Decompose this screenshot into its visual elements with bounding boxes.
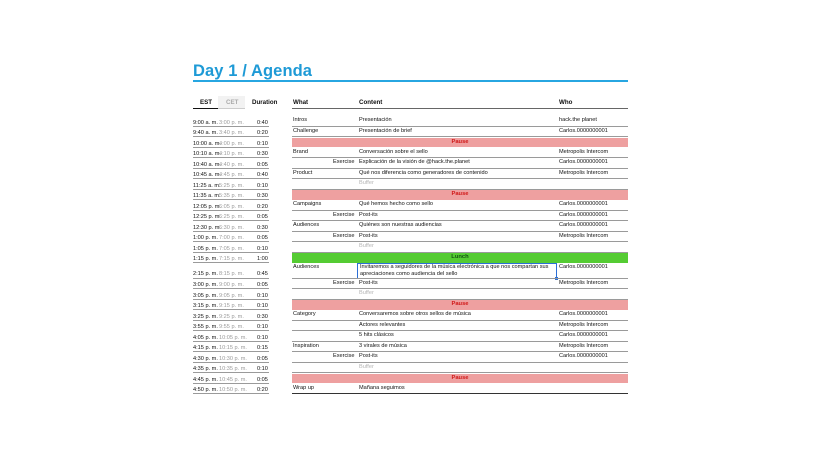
who-cell[interactable]: Metropolis Intercom [559, 169, 609, 176]
cet-time-cell[interactable]: 10:35 p. m. [219, 366, 247, 372]
cet-time-cell[interactable]: 7:15 p. m. [219, 256, 244, 262]
agenda-row [0, 242, 820, 253]
content-cell[interactable]: Post-its [359, 211, 378, 218]
agenda-row [0, 279, 820, 290]
cet-time-cell[interactable]: 7:05 p. m. [219, 245, 244, 252]
est-time-cell[interactable]: 10:00 a. m. [193, 140, 221, 147]
duration-cell[interactable]: 0:10 [257, 140, 268, 147]
duration-cell[interactable]: 0:10 [257, 292, 268, 299]
content-cell[interactable]: 3 virales de música [359, 342, 407, 349]
agenda-row [0, 263, 820, 279]
duration-cell[interactable]: 0:10 [257, 334, 268, 341]
duration-cell[interactable]: 0:10 [257, 366, 268, 372]
who-cell[interactable]: Carlos.0000000001 [559, 127, 608, 134]
agenda-row [0, 352, 820, 363]
agenda-row [0, 221, 820, 232]
est-time-cell[interactable]: 10:45 a. m. [193, 172, 221, 178]
duration-cell[interactable]: 0:30 [257, 193, 268, 199]
duration-cell[interactable]: 0:05 [257, 355, 268, 362]
what-cell[interactable]: Product [293, 169, 313, 176]
agenda-row [0, 384, 820, 395]
cet-time-cell[interactable]: 4:45 p. m. [219, 172, 244, 178]
cet-header-rule [218, 108, 245, 109]
lunch-band[interactable]: Lunch [292, 253, 628, 263]
agenda-row [0, 127, 820, 138]
est-time-cell[interactable]: 1:05 p. m. [193, 245, 218, 252]
cet-time-cell[interactable]: 9:00 p. m. [219, 282, 244, 288]
est-time-cell[interactable]: 3:00 p. m. [193, 282, 218, 288]
what-cell[interactable]: Audiences [293, 264, 320, 270]
duration-cell[interactable]: 0:40 [257, 119, 268, 126]
est-time-cell[interactable]: 1:15 p. m. [193, 256, 218, 262]
exercise-cell[interactable]: Exercise [333, 232, 355, 239]
est-time-cell[interactable]: 4:30 p. m. [193, 355, 218, 362]
who-cell[interactable]: Metropolis Intercom [559, 279, 609, 286]
est-time-cell[interactable]: 2:15 p. m. [193, 271, 218, 277]
duration-cell[interactable]: 0:10 [257, 245, 268, 252]
agenda-row [0, 232, 820, 243]
duration-cell[interactable]: 0:05 [257, 161, 268, 168]
buffer-cell[interactable]: Buffer [359, 243, 374, 249]
content-cell[interactable]: Post-its [359, 353, 378, 359]
content-cell[interactable]: Conversaremos sobre otros sellos de música [359, 311, 471, 317]
est-time-cell[interactable]: 11:25 a. m. [193, 182, 221, 189]
est-time-cell[interactable]: 4:50 p. m. [193, 387, 218, 393]
cet-time-cell[interactable]: 7:00 p. m. [219, 235, 244, 241]
agenda-row [0, 211, 820, 222]
agenda-row [0, 169, 820, 180]
content-cell[interactable]: Presentación de brief [359, 127, 412, 134]
cet-time-cell[interactable]: 3:40 p. m. [219, 130, 244, 136]
agenda-title: Day 1 / Agenda [193, 62, 313, 80]
exercise-cell[interactable]: Exercise [333, 353, 355, 359]
agenda-row [0, 310, 820, 321]
pause-row [0, 137, 820, 148]
header-who: Who [559, 99, 573, 106]
est-time-cell[interactable]: 3:55 p. m. [193, 324, 218, 330]
pause-band[interactable]: Pause [292, 300, 628, 310]
who-cell[interactable]: hack.the planet [559, 117, 597, 123]
who-cell[interactable]: Metropolis Intercom [559, 342, 609, 349]
duration-cell[interactable]: 0:10 [257, 324, 268, 330]
est-time-cell[interactable]: 4:35 p. m. [193, 366, 218, 372]
duration-cell[interactable]: 1:00 [257, 256, 268, 262]
duration-cell[interactable]: 0:05 [257, 282, 268, 288]
est-time-cell[interactable]: 4:05 p. m. [193, 334, 218, 341]
duration-cell[interactable]: 0:05 [257, 376, 268, 383]
duration-cell[interactable]: 0:05 [257, 214, 268, 220]
what-cell[interactable]: Challenge [293, 127, 319, 134]
duration-cell[interactable]: 0:40 [257, 172, 268, 178]
content-cell[interactable]: Conversación sobre el sello [359, 148, 428, 155]
pause-row [0, 190, 820, 201]
cet-time-cell[interactable]: 9:05 p. m. [219, 292, 244, 299]
pause-band[interactable]: Pause [292, 190, 628, 200]
duration-cell[interactable]: 0:20 [257, 203, 268, 210]
header-cet: CET [226, 99, 239, 106]
duration-cell[interactable]: 0:30 [257, 151, 268, 157]
agenda-row [0, 321, 820, 332]
cet-time-cell[interactable]: 10:05 p. m. [219, 334, 247, 341]
content-cell[interactable]: 5 hits clásicos [359, 332, 394, 338]
agenda-row [0, 342, 820, 353]
cet-time-cell[interactable]: 10:15 p. m. [219, 345, 247, 351]
cet-time-cell[interactable]: 6:05 p. m. [219, 203, 244, 210]
est-time-cell[interactable]: 10:40 a. m. [193, 161, 221, 168]
content-cell[interactable]: Post-its [359, 232, 378, 239]
header-duration: Duration [252, 99, 278, 106]
exercise-cell[interactable]: Exercise [333, 159, 355, 165]
est-time-cell[interactable]: 4:15 p. m. [193, 345, 218, 351]
agenda-row [0, 148, 820, 159]
est-time-cell[interactable]: 9:00 a. m. [193, 119, 218, 126]
title-underline [193, 80, 628, 82]
header-est: EST [200, 99, 213, 106]
who-cell[interactable]: Carlos.0000000001 [559, 332, 608, 338]
cet-time-cell[interactable]: 10:50 p. m. [219, 387, 247, 393]
buffer-cell[interactable]: Buffer [359, 290, 374, 296]
cet-time-cell[interactable]: 4:40 p. m. [219, 161, 244, 168]
cet-time-cell[interactable]: 9:25 p. m. [219, 313, 244, 320]
est-time-cell[interactable]: 3:05 p. m. [193, 292, 218, 299]
agenda-row [0, 179, 820, 190]
what-cell[interactable]: Brand [293, 148, 308, 155]
who-cell[interactable]: Metropolis Intercom [559, 321, 609, 328]
cet-time-cell[interactable]: 10:45 p. m. [219, 376, 247, 383]
content-cell[interactable]: Actores relevantes [359, 321, 406, 328]
who-cell[interactable]: Carlos.0000000001 [559, 353, 608, 359]
what-cell[interactable]: Category [293, 311, 316, 317]
pause-row [0, 300, 820, 311]
duration-cell[interactable]: 0:10 [257, 303, 268, 309]
what-cell[interactable]: Audiences [293, 222, 320, 228]
buffer-cell[interactable]: Buffer [359, 180, 374, 186]
cet-time-cell[interactable]: 5:35 p. m. [219, 193, 244, 199]
who-cell[interactable]: Carlos.0000000001 [559, 264, 608, 270]
content-cell[interactable]: Explicación de la visión de @hack.the.planet [359, 159, 470, 165]
who-cell[interactable]: Carlos.0000000001 [559, 201, 608, 207]
who-cell[interactable]: Carlos.0000000001 [559, 311, 608, 317]
agenda-row [0, 158, 820, 169]
cet-time-cell[interactable]: 4:00 p. m. [219, 140, 244, 147]
exercise-cell[interactable]: Exercise [333, 279, 355, 286]
content-cell[interactable]: Post-its [359, 279, 378, 286]
cet-time-cell[interactable]: 6:30 p. m. [219, 224, 244, 231]
est-time-cell[interactable]: 9:40 a. m. [193, 130, 218, 136]
content-cell[interactable]: Presentación [359, 117, 392, 123]
agenda-row [0, 331, 820, 342]
pause-band[interactable]: Pause [292, 374, 628, 384]
cet-time-cell[interactable]: 9:55 p. m. [219, 324, 244, 330]
lunch-row [0, 253, 820, 264]
duration-cell[interactable]: 0:20 [257, 387, 268, 393]
content-cell[interactable]: Qué hemos hecho como sello [359, 201, 434, 207]
est-time-cell[interactable]: 10:10 a. m. [193, 151, 221, 157]
duration-cell[interactable]: 0:15 [257, 345, 268, 351]
duration-cell[interactable]: 0:10 [257, 182, 268, 189]
what-cell[interactable]: Inspiration [293, 342, 319, 349]
agenda-row [0, 289, 820, 300]
est-time-cell[interactable]: 12:25 p. m. [193, 214, 221, 220]
exercise-cell[interactable]: Exercise [333, 211, 355, 218]
main-header-rule [292, 108, 628, 109]
est-time-cell[interactable]: 11:35 a. m. [193, 193, 221, 199]
what-cell[interactable]: Wrap up [293, 384, 315, 391]
row-divider [292, 393, 628, 394]
duration-cell[interactable]: 0:30 [257, 313, 268, 320]
what-cell[interactable]: Intros [293, 117, 307, 123]
buffer-cell[interactable]: Buffer [359, 363, 374, 370]
cet-time-cell[interactable]: 9:15 p. m. [219, 303, 244, 309]
time-row-divider [193, 393, 269, 394]
agenda-row [0, 363, 820, 374]
cet-time-cell[interactable]: 3:00 p. m. [219, 119, 244, 126]
who-cell[interactable]: Carlos.0000000001 [559, 159, 608, 165]
content-cell[interactable]: Qué nos diferencia como generadores de contenido [359, 169, 488, 176]
est-header-rule [193, 108, 218, 109]
duration-cell[interactable]: 0:05 [257, 235, 268, 241]
est-time-cell[interactable]: 12:30 p. m. [193, 224, 221, 231]
pause-row [0, 373, 820, 384]
header-what: What [293, 99, 309, 106]
who-cell[interactable]: Carlos.0000000001 [559, 211, 608, 218]
who-cell[interactable]: Metropolis Intercom [559, 148, 609, 155]
agenda-row [0, 200, 820, 211]
cet-time-cell[interactable]: 8:15 p. m. [219, 271, 244, 277]
content-cell[interactable]: Quiénes son nuestras audiencias [359, 222, 442, 228]
est-time-cell[interactable]: 4:45 p. m. [193, 376, 218, 383]
agenda-row [0, 116, 820, 127]
who-cell[interactable]: Metropolis Intercom [559, 232, 609, 239]
est-time-cell[interactable]: 12:05 p. m. [193, 203, 221, 210]
header-content: Content [359, 99, 383, 106]
content-cell[interactable]: Mañana seguimos [359, 384, 405, 391]
pause-band[interactable]: Pause [292, 138, 628, 148]
est-time-cell[interactable]: 3:15 p. m. [193, 303, 218, 309]
cet-time-cell[interactable]: 4:10 p. m. [219, 151, 244, 157]
est-time-cell[interactable]: 1:00 p. m. [193, 235, 218, 241]
who-cell[interactable]: Carlos.0000000001 [559, 222, 608, 228]
cet-time-cell[interactable]: 6:25 p. m. [219, 214, 244, 220]
duration-cell[interactable]: 0:45 [257, 271, 268, 277]
what-cell[interactable]: Campaigns [293, 201, 322, 207]
duration-cell[interactable]: 0:20 [257, 130, 268, 136]
selected-content-cell[interactable]: Invitaremos a seguidores de la música electrónica a que nos compartan sus apreciaciones como audiencia del sello [357, 263, 557, 279]
cet-time-cell[interactable]: 5:25 p. m. [219, 182, 244, 189]
duration-cell[interactable]: 0:30 [257, 224, 268, 231]
cet-time-cell[interactable]: 10:30 p. m. [219, 355, 247, 362]
est-time-cell[interactable]: 3:25 p. m. [193, 313, 218, 320]
